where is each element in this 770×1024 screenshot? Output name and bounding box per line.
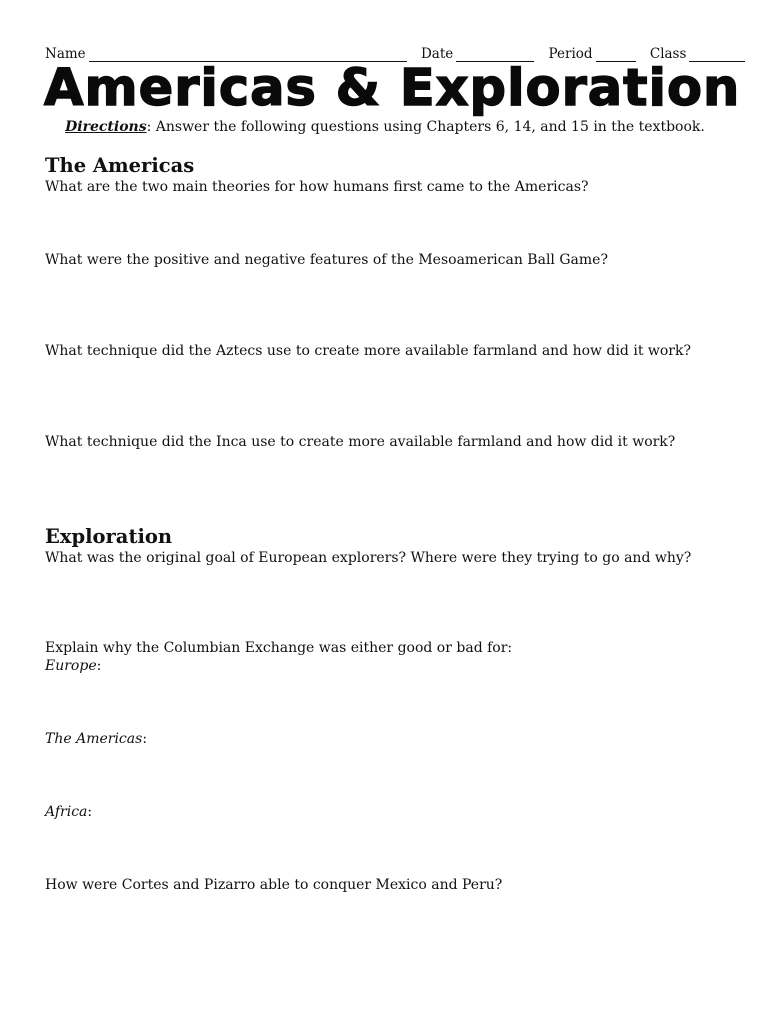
directions-text: : Answer the following questions using Chapters 6, 14, and 15 in the textbook.	[146, 119, 705, 135]
sub-prompt-americas-label: The Americas	[45, 731, 143, 747]
sub-prompt-africa-label: Africa	[45, 804, 88, 820]
question-7: How were Cortes and Pizarro able to conquer Mexico and Peru?	[45, 877, 503, 893]
sub-prompt-europe	[45, 658, 101, 674]
sub-prompt-europe-suffix: :	[96, 658, 102, 674]
question-5: What was the original goal of European explorers? Where were they trying to go and why?	[45, 550, 692, 566]
directions-label: Directions	[65, 119, 147, 135]
sub-prompt-americas	[45, 731, 147, 747]
question-4: What technique did the Inca use to create more available farmland and how did it work?	[45, 434, 676, 450]
question-6: Explain why the Columbian Exchange was either good or bad for:	[45, 640, 513, 656]
sub-prompt-africa	[45, 804, 92, 820]
question-2: What were the positive and negative features of the Mesoamerican Ball Game?	[45, 252, 608, 268]
sub-prompt-africa-suffix: :	[87, 804, 93, 820]
directions	[0, 119, 770, 135]
section-heading-americas: The Americas	[45, 154, 195, 177]
date-label: Date	[420, 46, 454, 62]
question-3: What technique did the Aztecs use to create more available farmland and how did it work?	[45, 343, 691, 359]
sub-prompt-americas-suffix: :	[142, 731, 148, 747]
page-title: Americas & Exploration	[44, 59, 741, 118]
period-label: Period	[548, 46, 593, 62]
class-label: Class	[649, 46, 687, 62]
section-heading-exploration: Exploration	[45, 525, 173, 548]
question-1: What are the two main theories for how humans first came to the Americas?	[45, 179, 589, 195]
sub-prompt-europe-label: Europe	[45, 658, 97, 674]
name-label: Name	[45, 46, 86, 62]
